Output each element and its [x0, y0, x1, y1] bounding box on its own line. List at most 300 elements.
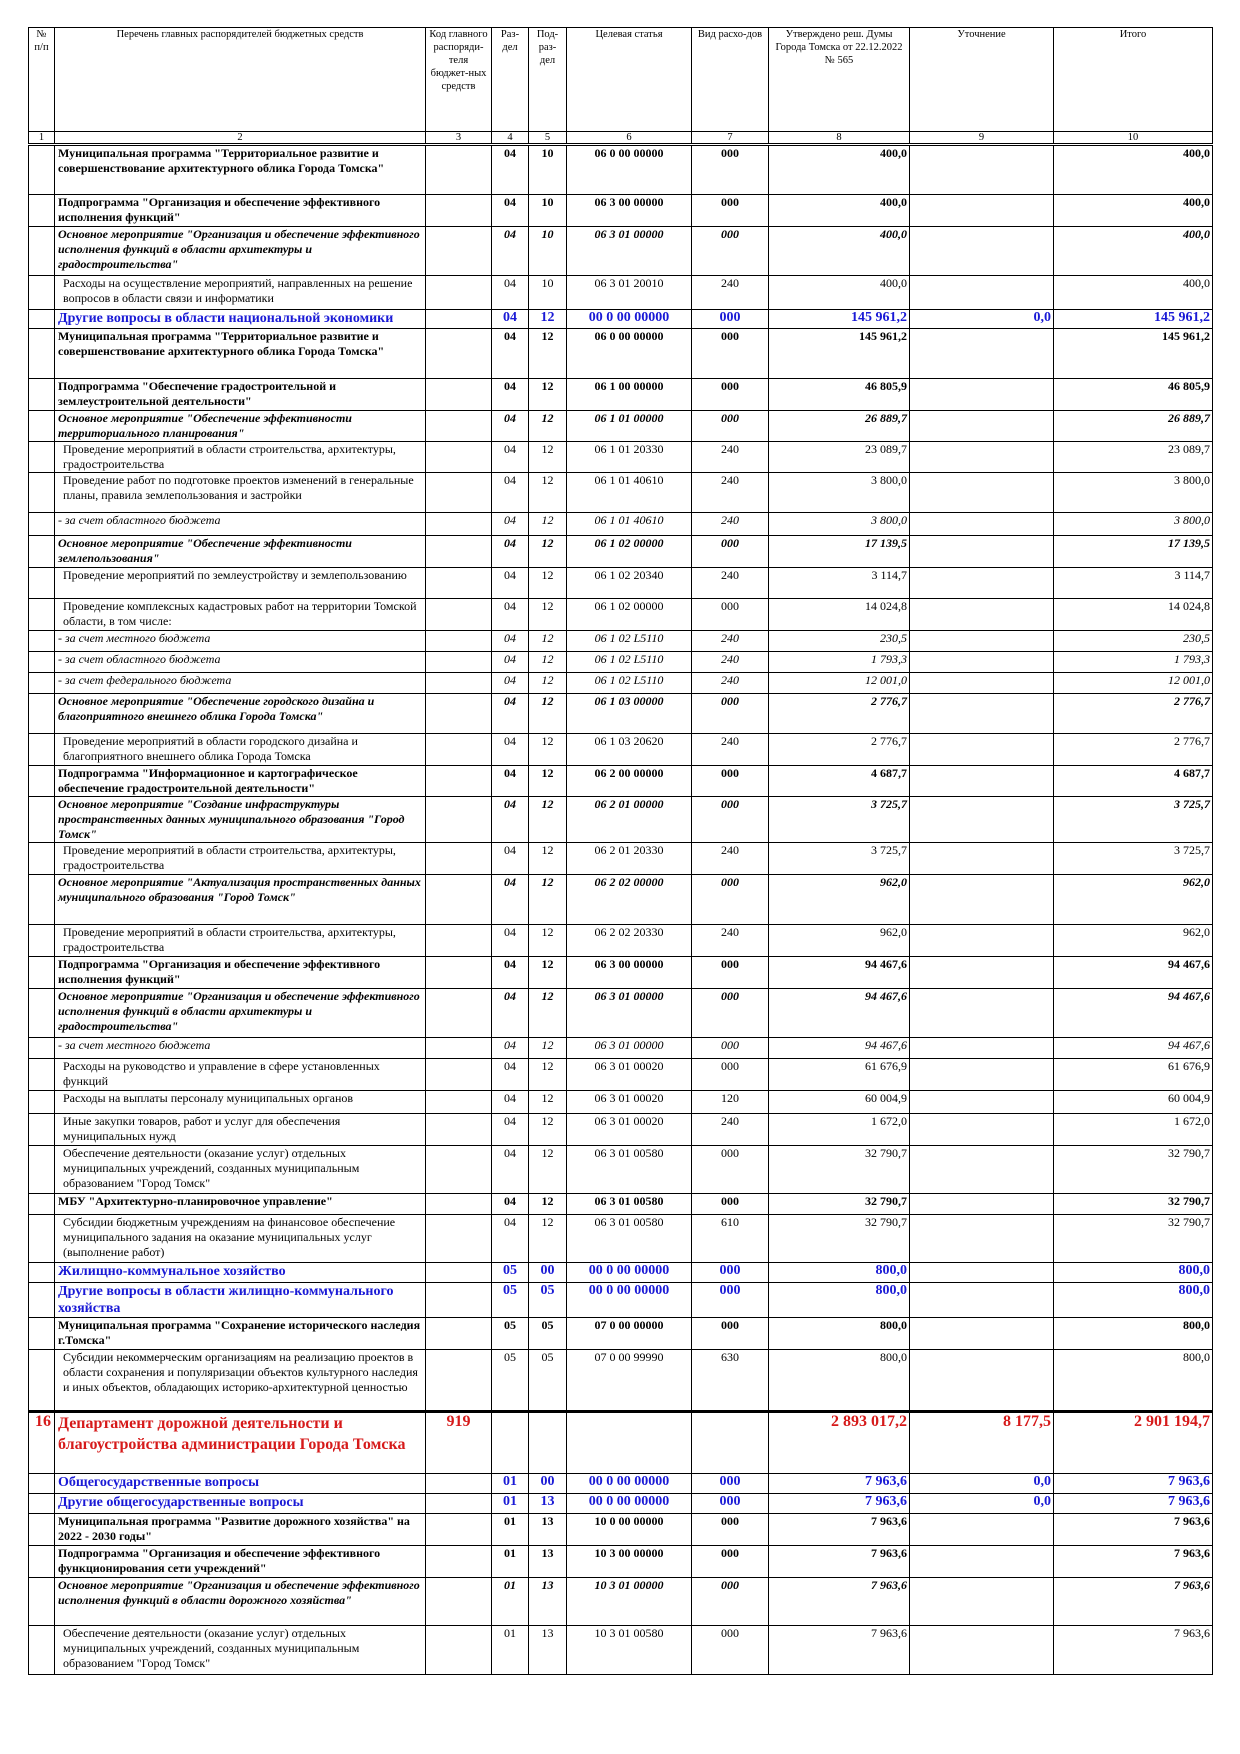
row-number	[29, 1350, 55, 1412]
row-name: Основное мероприятие "Организация и обеспечение эффективного исполнения функций в области архитектуры и градостроительства"	[55, 227, 426, 276]
row-target-article: 07 0 00 00000	[567, 1318, 692, 1350]
row-change	[910, 1578, 1054, 1626]
row-target-article: 06 1 01 40610	[567, 513, 692, 536]
row-approved: 400,0	[769, 195, 910, 227]
row-change	[910, 1146, 1054, 1194]
row-subsection: 00	[529, 1474, 567, 1494]
row-approved: 14 024,8	[769, 599, 910, 631]
row-number	[29, 1283, 55, 1318]
row-approved: 2 776,7	[769, 694, 910, 734]
row-total: 1 672,0	[1054, 1114, 1213, 1146]
row-expense-type: 000	[692, 1474, 769, 1494]
row-change	[910, 442, 1054, 473]
row-approved: 800,0	[769, 1350, 910, 1412]
row-number	[29, 1091, 55, 1114]
row-approved: 400,0	[769, 145, 910, 195]
row-subsection: 12	[529, 694, 567, 734]
row-target-article: 06 3 01 20010	[567, 276, 692, 310]
row-manager-code	[426, 989, 492, 1038]
row-section: 04	[492, 673, 529, 694]
table-row	[29, 1263, 1213, 1283]
table-row	[29, 631, 1213, 652]
row-target-article: 06 0 00 00000	[567, 329, 692, 379]
row-number	[29, 145, 55, 195]
row-expense-type: 000	[692, 694, 769, 734]
row-approved: 4 687,7	[769, 766, 910, 797]
row-change: 8 177,5	[910, 1412, 1054, 1474]
row-approved: 46 805,9	[769, 379, 910, 411]
row-subsection: 12	[529, 652, 567, 673]
row-name: Обеспечение деятельности (оказание услуг) отдельных муниципальных учреждений, созданных муниципальным образованием "Город Томск"	[55, 1146, 426, 1194]
row-total: 400,0	[1054, 145, 1213, 195]
column-number: 2	[55, 132, 426, 145]
row-total: 94 467,6	[1054, 957, 1213, 989]
row-manager-code	[426, 925, 492, 957]
row-manager-code	[426, 734, 492, 766]
row-name: Проведение мероприятий в области строительства, архитектуры, градостроительства	[55, 925, 426, 957]
row-subsection: 13	[529, 1578, 567, 1626]
row-expense-type: 000	[692, 411, 769, 442]
row-manager-code	[426, 1114, 492, 1146]
row-approved: 800,0	[769, 1318, 910, 1350]
row-target-article: 06 3 01 00020	[567, 1059, 692, 1091]
row-section: 04	[492, 276, 529, 310]
row-total: 145 961,2	[1054, 310, 1213, 329]
row-target-article: 06 1 02 00000	[567, 536, 692, 568]
row-change	[910, 1038, 1054, 1059]
row-expense-type: 000	[692, 1514, 769, 1546]
row-section: 04	[492, 925, 529, 957]
row-number	[29, 673, 55, 694]
row-total: 800,0	[1054, 1263, 1213, 1283]
row-name: Департамент дорожной деятельности и благоустройства администрации Города Томска	[55, 1412, 426, 1474]
row-change	[910, 694, 1054, 734]
table-row	[29, 227, 1213, 276]
row-total: 94 467,6	[1054, 1038, 1213, 1059]
row-subsection: 00	[529, 1263, 567, 1283]
row-name: Другие вопросы в области жилищно-коммунального хозяйства	[55, 1283, 426, 1318]
row-change	[910, 379, 1054, 411]
table-row	[29, 1146, 1213, 1194]
row-target-article: 06 3 00 00000	[567, 957, 692, 989]
row-name: - за счет областного бюджета	[55, 513, 426, 536]
row-name: Субсидии бюджетным учреждениям на финансовое обеспечение муниципального задания на оказание муниципальных услуг (выполнение работ)	[55, 1215, 426, 1263]
row-number	[29, 227, 55, 276]
row-manager-code	[426, 875, 492, 925]
row-target-article: 06 2 00 00000	[567, 766, 692, 797]
row-approved: 61 676,9	[769, 1059, 910, 1091]
row-section: 04	[492, 1215, 529, 1263]
row-expense-type: 000	[692, 1146, 769, 1194]
row-total: 1 793,3	[1054, 652, 1213, 673]
row-target-article: 06 3 01 00580	[567, 1194, 692, 1215]
row-change	[910, 145, 1054, 195]
row-subsection: 10	[529, 195, 567, 227]
table-row	[29, 329, 1213, 379]
row-change	[910, 797, 1054, 843]
row-manager-code	[426, 1038, 492, 1059]
row-name: Подпрограмма "Организация и обеспечение эффективного исполнения функций"	[55, 957, 426, 989]
row-change	[910, 473, 1054, 513]
row-expense-type: 000	[692, 1283, 769, 1318]
table-row	[29, 1474, 1213, 1494]
row-approved: 400,0	[769, 276, 910, 310]
row-approved: 32 790,7	[769, 1146, 910, 1194]
column-number: 8	[769, 132, 910, 145]
row-subsection: 12	[529, 1091, 567, 1114]
row-change	[910, 1318, 1054, 1350]
header-managers: Перечень главных распорядителей бюджетных средств	[55, 28, 426, 132]
column-number: 4	[492, 132, 529, 145]
row-number	[29, 1546, 55, 1578]
row-subsection: 13	[529, 1626, 567, 1675]
row-change	[910, 568, 1054, 599]
row-manager-code	[426, 1546, 492, 1578]
row-number	[29, 734, 55, 766]
row-approved: 3 114,7	[769, 568, 910, 599]
row-change	[910, 1194, 1054, 1215]
row-subsection: 12	[529, 1146, 567, 1194]
row-manager-code	[426, 673, 492, 694]
row-section: 04	[492, 536, 529, 568]
row-total: 800,0	[1054, 1283, 1213, 1318]
row-expense-type: 630	[692, 1350, 769, 1412]
row-name: Расходы на осуществление мероприятий, направленных на решение вопросов в области связи и информатики	[55, 276, 426, 310]
row-total: 2 901 194,7	[1054, 1412, 1213, 1474]
column-number: 6	[567, 132, 692, 145]
row-total: 7 963,6	[1054, 1494, 1213, 1514]
row-change	[910, 734, 1054, 766]
table-row	[29, 195, 1213, 227]
row-number	[29, 652, 55, 673]
row-number	[29, 631, 55, 652]
row-approved: 7 963,6	[769, 1514, 910, 1546]
row-section: 04	[492, 652, 529, 673]
table-row	[29, 1318, 1213, 1350]
row-name: Муниципальная программа "Территориальное развитие и совершенствование архитектурного облика Города Томска"	[55, 329, 426, 379]
row-name: Другие вопросы в области национальной экономики	[55, 310, 426, 329]
row-target-article: 00 0 00 00000	[567, 310, 692, 329]
table-row	[29, 411, 1213, 442]
row-section: 04	[492, 797, 529, 843]
row-subsection: 12	[529, 1038, 567, 1059]
row-number	[29, 1514, 55, 1546]
table-row	[29, 694, 1213, 734]
row-approved: 2 893 017,2	[769, 1412, 910, 1474]
row-expense-type: 000	[692, 989, 769, 1038]
table-row	[29, 843, 1213, 875]
row-expense-type: 240	[692, 734, 769, 766]
table-row	[29, 1494, 1213, 1514]
row-number	[29, 1578, 55, 1626]
row-subsection: 13	[529, 1546, 567, 1578]
row-target-article: 07 0 00 99990	[567, 1350, 692, 1412]
row-number	[29, 411, 55, 442]
row-change	[910, 673, 1054, 694]
table-row	[29, 1546, 1213, 1578]
row-manager-code	[426, 568, 492, 599]
row-expense-type: 240	[692, 631, 769, 652]
row-name: Основное мероприятие "Обеспечение городского дизайна и благоприятного внешнего облика Города Томска"	[55, 694, 426, 734]
row-subsection: 12	[529, 568, 567, 599]
row-number: 16	[29, 1412, 55, 1474]
row-subsection: 12	[529, 957, 567, 989]
column-number: 10	[1054, 132, 1213, 145]
row-subsection: 13	[529, 1514, 567, 1546]
row-section: 04	[492, 513, 529, 536]
row-change	[910, 276, 1054, 310]
header-target-article: Целевая статья	[567, 28, 692, 132]
row-number	[29, 766, 55, 797]
row-manager-code	[426, 473, 492, 513]
row-name: Подпрограмма "Организация и обеспечение эффективного функционирования сети учреждений"	[55, 1546, 426, 1578]
row-total: 7 963,6	[1054, 1578, 1213, 1626]
row-target-article: 06 2 02 00000	[567, 875, 692, 925]
table-row	[29, 1412, 1213, 1474]
row-expense-type: 000	[692, 310, 769, 329]
row-subsection: 12	[529, 310, 567, 329]
row-subsection: 12	[529, 1215, 567, 1263]
row-target-article: 06 1 02 00000	[567, 599, 692, 631]
row-expense-type: 240	[692, 568, 769, 599]
table-row	[29, 766, 1213, 797]
row-name: - за счет местного бюджета	[55, 631, 426, 652]
row-approved: 7 963,6	[769, 1494, 910, 1514]
row-expense-type: 000	[692, 329, 769, 379]
row-section: 04	[492, 145, 529, 195]
row-manager-code	[426, 411, 492, 442]
row-manager-code	[426, 536, 492, 568]
row-manager-code	[426, 631, 492, 652]
table-row	[29, 1114, 1213, 1146]
header-subsection: Под-раз-дел	[529, 28, 567, 132]
row-manager-code	[426, 1059, 492, 1091]
header-approved: Утверждено реш. Думы Города Томска от 22.12.2022 № 565	[769, 28, 910, 132]
header-change: Уточнение	[910, 28, 1054, 132]
row-name: Основное мероприятие "Актуализация пространственных данных муниципального образования "Город Томск"	[55, 875, 426, 925]
row-number	[29, 1146, 55, 1194]
row-expense-type: 240	[692, 473, 769, 513]
row-expense-type: 000	[692, 227, 769, 276]
row-change	[910, 536, 1054, 568]
row-subsection: 10	[529, 276, 567, 310]
row-section: 04	[492, 227, 529, 276]
row-approved: 7 963,6	[769, 1474, 910, 1494]
row-change	[910, 1091, 1054, 1114]
row-section: 04	[492, 442, 529, 473]
row-target-article: 10 0 00 00000	[567, 1514, 692, 1546]
row-section: 04	[492, 329, 529, 379]
row-number	[29, 513, 55, 536]
row-number	[29, 1194, 55, 1215]
row-section: 04	[492, 568, 529, 599]
row-change	[910, 195, 1054, 227]
row-subsection: 12	[529, 734, 567, 766]
row-change	[910, 631, 1054, 652]
row-expense-type: 000	[692, 599, 769, 631]
table-row	[29, 379, 1213, 411]
row-name: Жилищно-коммунальное хозяйство	[55, 1263, 426, 1283]
row-expense-type: 240	[692, 652, 769, 673]
row-expense-type: 120	[692, 1091, 769, 1114]
row-target-article: 06 1 01 40610	[567, 473, 692, 513]
row-change	[910, 875, 1054, 925]
row-number	[29, 536, 55, 568]
row-manager-code	[426, 276, 492, 310]
row-change	[910, 1626, 1054, 1675]
row-number	[29, 957, 55, 989]
row-number	[29, 195, 55, 227]
row-approved: 1 793,3	[769, 652, 910, 673]
row-number	[29, 1215, 55, 1263]
row-name: Проведение комплексных кадастровых работ на территории Томской области, в том числе:	[55, 599, 426, 631]
row-section: 04	[492, 1146, 529, 1194]
row-total: 2 776,7	[1054, 734, 1213, 766]
table-row	[29, 145, 1213, 195]
row-manager-code	[426, 379, 492, 411]
table-row	[29, 1059, 1213, 1091]
row-target-article: 00 0 00 00000	[567, 1474, 692, 1494]
row-section: 04	[492, 957, 529, 989]
row-manager-code	[426, 599, 492, 631]
row-change: 0,0	[910, 1474, 1054, 1494]
row-expense-type: 000	[692, 957, 769, 989]
row-section: 01	[492, 1514, 529, 1546]
row-approved: 230,5	[769, 631, 910, 652]
row-change	[910, 989, 1054, 1038]
header-number: № п/п	[29, 28, 55, 132]
row-change	[910, 1114, 1054, 1146]
row-change	[910, 1350, 1054, 1412]
row-name: Расходы на выплаты персоналу муниципальных органов	[55, 1091, 426, 1114]
row-manager-code	[426, 1194, 492, 1215]
table-row	[29, 442, 1213, 473]
row-subsection: 10	[529, 145, 567, 195]
row-name: Проведение мероприятий в области строительства, архитектуры, градостроительства	[55, 442, 426, 473]
row-section: 04	[492, 766, 529, 797]
row-approved: 3 725,7	[769, 843, 910, 875]
row-manager-code	[426, 957, 492, 989]
table-row	[29, 1194, 1213, 1215]
row-total: 61 676,9	[1054, 1059, 1213, 1091]
row-total: 26 889,7	[1054, 411, 1213, 442]
row-name: Иные закупки товаров, работ и услуг для обеспечения муниципальных нужд	[55, 1114, 426, 1146]
row-change	[910, 1546, 1054, 1578]
row-number	[29, 1494, 55, 1514]
row-name: Подпрограмма "Обеспечение градостроительной и землеустроительной деятельности"	[55, 379, 426, 411]
row-expense-type: 240	[692, 442, 769, 473]
row-subsection: 12	[529, 536, 567, 568]
row-manager-code	[426, 1146, 492, 1194]
row-total: 800,0	[1054, 1318, 1213, 1350]
row-section: 04	[492, 1194, 529, 1215]
row-target-article: 06 1 03 20620	[567, 734, 692, 766]
row-section: 04	[492, 379, 529, 411]
row-total: 400,0	[1054, 227, 1213, 276]
row-manager-code: 919	[426, 1412, 492, 1474]
row-section: 05	[492, 1318, 529, 1350]
row-target-article: 06 1 02 L5110	[567, 631, 692, 652]
column-number: 7	[692, 132, 769, 145]
row-expense-type: 240	[692, 276, 769, 310]
row-total: 400,0	[1054, 276, 1213, 310]
table-row	[29, 734, 1213, 766]
row-target-article: 06 1 01 20330	[567, 442, 692, 473]
row-section: 04	[492, 1114, 529, 1146]
row-expense-type: 000	[692, 1318, 769, 1350]
table-row	[29, 673, 1213, 694]
row-subsection: 12	[529, 1059, 567, 1091]
row-approved: 962,0	[769, 925, 910, 957]
column-number: 3	[426, 132, 492, 145]
row-name: Муниципальная программа "Территориальное развитие и совершенствование архитектурного облика Города Томска"	[55, 145, 426, 195]
row-name: Субсидии некоммерческим организациям на реализацию проектов в области сохранения и популяризации объектов культурного наследия и иных объектов, обладающих историко-архитектурной ценностью	[55, 1350, 426, 1412]
row-subsection: 12	[529, 843, 567, 875]
row-name: Проведение работ по подготовке проектов изменений в генеральные планы, правила землепользования и застройки	[55, 473, 426, 513]
row-expense-type: 000	[692, 195, 769, 227]
row-approved: 94 467,6	[769, 957, 910, 989]
row-target-article	[567, 1412, 692, 1474]
row-name: - за счет местного бюджета	[55, 1038, 426, 1059]
row-section: 05	[492, 1283, 529, 1318]
row-section: 04	[492, 989, 529, 1038]
row-manager-code	[426, 227, 492, 276]
row-expense-type: 000	[692, 1578, 769, 1626]
row-total: 94 467,6	[1054, 989, 1213, 1038]
row-total: 962,0	[1054, 875, 1213, 925]
row-change	[910, 1514, 1054, 1546]
row-section: 04	[492, 599, 529, 631]
row-total: 3 725,7	[1054, 797, 1213, 843]
row-expense-type: 000	[692, 379, 769, 411]
row-target-article: 06 3 00 00000	[567, 195, 692, 227]
row-target-article: 06 1 02 20340	[567, 568, 692, 599]
row-manager-code	[426, 1091, 492, 1114]
row-section: 05	[492, 1350, 529, 1412]
row-change	[910, 1215, 1054, 1263]
row-subsection: 12	[529, 925, 567, 957]
table-row	[29, 513, 1213, 536]
row-expense-type: 000	[692, 1546, 769, 1578]
table-row	[29, 599, 1213, 631]
row-manager-code	[426, 1318, 492, 1350]
row-section	[492, 1412, 529, 1474]
row-name: Муниципальная программа "Развитие дорожного хозяйства" на 2022 - 2030 годы"	[55, 1514, 426, 1546]
row-approved: 3 800,0	[769, 513, 910, 536]
row-manager-code	[426, 310, 492, 329]
row-expense-type: 240	[692, 925, 769, 957]
row-approved: 962,0	[769, 875, 910, 925]
row-target-article: 10 3 00 00000	[567, 1546, 692, 1578]
row-name: Другие общегосударственные вопросы	[55, 1494, 426, 1514]
row-subsection: 10	[529, 227, 567, 276]
row-number	[29, 1059, 55, 1091]
row-name: Основное мероприятие "Организация и обеспечение эффективного исполнения функций в области архитектуры и градостроительства"	[55, 989, 426, 1038]
row-subsection: 12	[529, 989, 567, 1038]
row-approved: 7 963,6	[769, 1546, 910, 1578]
row-section: 04	[492, 473, 529, 513]
table-row	[29, 1626, 1213, 1675]
row-section: 01	[492, 1474, 529, 1494]
row-number	[29, 329, 55, 379]
row-manager-code	[426, 766, 492, 797]
row-subsection: 12	[529, 766, 567, 797]
row-number	[29, 1626, 55, 1675]
row-expense-type: 240	[692, 513, 769, 536]
row-subsection: 12	[529, 673, 567, 694]
row-approved: 94 467,6	[769, 1038, 910, 1059]
row-target-article: 06 1 03 00000	[567, 694, 692, 734]
